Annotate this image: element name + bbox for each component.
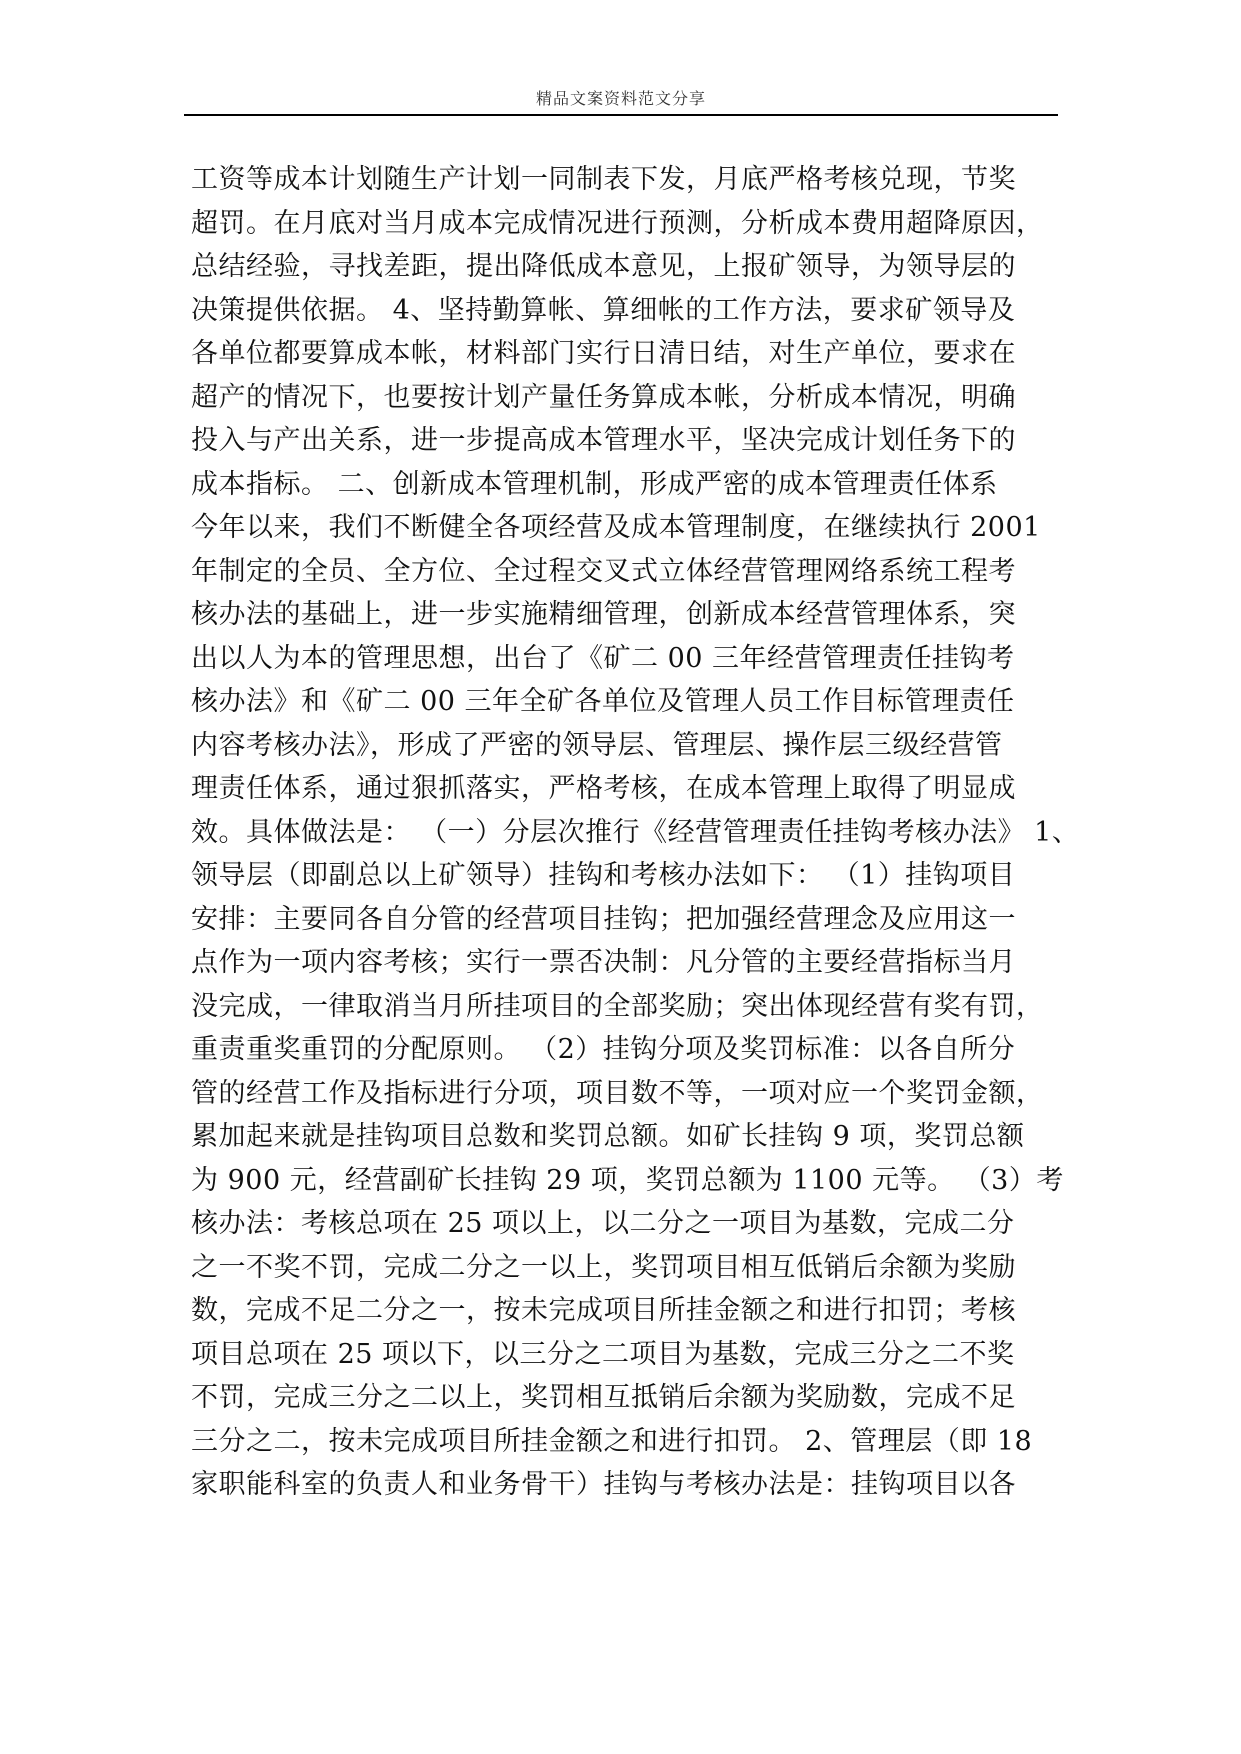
text-line: 重责重奖重罚的分配原则。 （2）挂钩分项及奖罚标准：以各自所分 — [191, 1034, 1016, 1065]
text-line: 为 900 元，经营副矿长挂钩 29 项，奖罚总额为 1100 元等。 （3）考 — [191, 1164, 1064, 1196]
text-line: 成本指标。 二、创新成本管理机制，形成严密的成本管理责任体系 — [191, 468, 998, 500]
page-header: 精品文案资料范文分享 — [535, 89, 706, 108]
text-line: 今年以来，我们不断健全各项经营及成本管理制度，在继续执行 2001 — [191, 512, 1041, 543]
text-line: 领导层（即副总以上矿领导）挂钩和考核办法如下： （1）挂钩项目 — [191, 860, 1016, 891]
document-body — [191, 158, 1080, 1507]
text-line: 核办法：考核总项在 25 项以上，以二分之一项目为基数，完成二分 — [191, 1208, 1015, 1239]
text-line: 核办法》和《矿二 00 三年全矿各单位及管理人员工作目标管理责任 — [191, 686, 1015, 717]
text-line: 点作为一项内容考核；实行一票否决制：凡分管的主要经营指标当月 — [191, 947, 1016, 978]
text-line: 管的经营工作及指标进行分项，项目数不等，一项对应一个奖罚金额， — [191, 1077, 1044, 1109]
text-line: 安排：主要同各自分管的经营项目挂钩；把加强经营理念及应用这一 — [191, 903, 1016, 935]
text-line: 总结经验，寻找差距，提出降低成本意见，上报矿领导，为领导层的 — [191, 251, 1016, 282]
text-line: 数，完成不足二分之一，按未完成项目所挂金额之和进行扣罚；考核 — [191, 1295, 1016, 1326]
text-line: 各单位都要算成本帐，材料部门实行日清日结，对生产单位，要求在 — [191, 338, 1016, 369]
text-line: 不罚，完成三分之二以上，奖罚相互抵销后余额为奖励数，完成不足 — [191, 1382, 1016, 1413]
text-line: 超产的情况下，也要按计划产量任务算成本帐，分析成本情况，明确 — [191, 381, 1016, 413]
text-line: 投入与产出关系，进一步提高成本管理水平，坚决完成计划任务下的 — [191, 425, 1016, 456]
text-line: 家职能科室的负责人和业务骨干）挂钩与考核办法是：挂钩项目以各 — [191, 1469, 1016, 1500]
text-line: 决策提供依据。 4、坚持勤算帐、算细帐的工作方法，要求矿领导及 — [191, 294, 1016, 326]
text-line: 超罚。在月底对当月成本完成情况进行预测，分析成本费用超降原因， — [191, 207, 1044, 239]
text-line: 没完成，一律取消当月所挂项目的全部奖励；突出体现经营有奖有罚， — [191, 990, 1044, 1022]
text-line: 效。具体做法是： （一）分层次推行《经营管理责任挂钩考核办法》 1、 — [191, 816, 1080, 848]
text-line: 内容考核办法》，形成了严密的领导层、管理层、操作层三级经营管 — [191, 729, 1003, 761]
text-line: 出以人为本的管理思想，出台了《矿二 00 三年经营管理责任挂钩考 — [191, 642, 1015, 674]
text-line: 项目总项在 25 项以下，以三分之二项目为基数，完成三分之二不奖 — [191, 1338, 1015, 1370]
text-line: 年制定的全员、全方位、全过程交叉式立体经营管理网络系统工程考 — [191, 555, 1016, 587]
text-line: 三分之二，按未完成项目所挂金额之和进行扣罚。 2、管理层（即 18 — [191, 1425, 1033, 1457]
text-line: 累加起来就是挂钩项目总数和奖罚总额。如矿长挂钩 9 项，奖罚总额 — [191, 1121, 1025, 1152]
text-line: 之一不奖不罚，完成二分之一以上，奖罚项目相互低销后余额为奖励 — [191, 1251, 1016, 1283]
text-line: 工资等成本计划随生产计划一同制表下发，月底严格考核兑现，节奖 — [191, 164, 1016, 195]
text-line: 核办法的基础上，进一步实施精细管理，创新成本经营管理体系，突 — [191, 599, 1016, 630]
text-line: 理责任体系，通过狠抓落实，严格考核，在成本管理上取得了明显成 — [191, 773, 1016, 804]
header-divider — [184, 114, 1058, 116]
